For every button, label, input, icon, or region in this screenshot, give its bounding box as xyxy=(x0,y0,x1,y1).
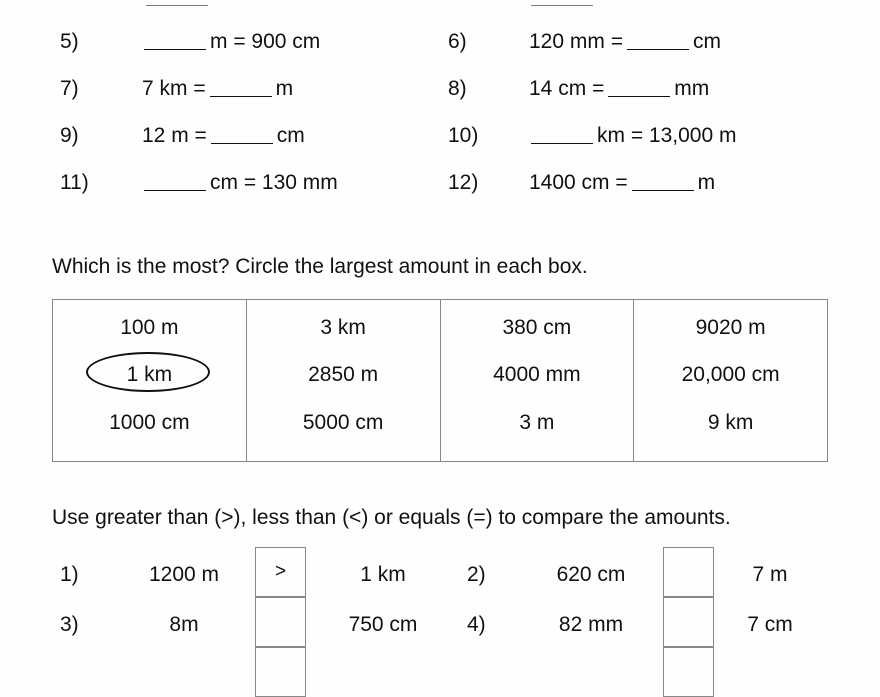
answer-blank[interactable] xyxy=(210,96,272,97)
amount-option[interactable]: 2850 m xyxy=(308,363,379,386)
answer-blank[interactable] xyxy=(142,0,212,10)
amount-option-circled[interactable]: 1 km xyxy=(53,347,246,395)
compare-right-value: 7 cm xyxy=(747,613,793,636)
compare-answer-box[interactable] xyxy=(663,547,714,597)
amount-option[interactable]: 20,000 cm xyxy=(681,363,780,386)
question-12 xyxy=(529,172,715,193)
amount-option[interactable]: 3 m xyxy=(519,411,555,434)
circle-mark xyxy=(86,352,210,392)
compare-right-value: 750 cm xyxy=(348,613,418,636)
question-unit: m xyxy=(697,171,716,194)
question-text: 7 km = xyxy=(142,77,206,100)
question-7 xyxy=(142,78,293,99)
question-unit: m xyxy=(275,77,294,100)
question-8 xyxy=(529,78,709,99)
question-text: 1400 cm = xyxy=(529,171,628,194)
most-box-1 xyxy=(53,300,247,462)
question-5 xyxy=(140,31,320,52)
question-11 xyxy=(140,172,338,193)
question-text: m = 900 cm xyxy=(210,30,321,53)
question-unit: cm xyxy=(692,30,721,53)
compare-answer-box[interactable] xyxy=(255,647,306,697)
compare-left-value: 8m xyxy=(169,613,199,636)
compare-answer-box[interactable] xyxy=(255,597,306,647)
question-text: 14 cm = xyxy=(529,77,605,100)
answer-blank[interactable] xyxy=(144,190,206,191)
question-number: 4) xyxy=(467,613,486,636)
question-number: 1) xyxy=(60,563,79,586)
question-text: 12 m = xyxy=(142,124,207,147)
amount-option[interactable]: 9 km xyxy=(707,411,754,434)
question-text: cm = 130 mm xyxy=(210,171,338,194)
answer-blank[interactable] xyxy=(627,49,689,50)
question-number: 10) xyxy=(448,124,479,147)
question-number: 8) xyxy=(448,77,467,100)
answer-blank[interactable] xyxy=(531,143,593,144)
question-9 xyxy=(142,125,305,146)
question-number: 5) xyxy=(60,30,79,53)
most-table xyxy=(52,299,828,462)
compare-answer-box[interactable]: > xyxy=(255,547,306,597)
answer-blank[interactable] xyxy=(608,96,670,97)
answer-blank[interactable] xyxy=(144,49,206,50)
question-text: 120 mm = xyxy=(529,30,623,53)
question-number: 7) xyxy=(60,77,79,100)
answer-blank[interactable] xyxy=(527,0,597,10)
question-10 xyxy=(527,125,736,146)
compare-left-value: 620 cm xyxy=(556,563,626,586)
question-number: 6) xyxy=(448,30,467,53)
amount-option[interactable]: 1000 cm xyxy=(109,411,190,434)
amount-option[interactable]: 3 km xyxy=(320,316,366,339)
answer-blank[interactable] xyxy=(211,143,273,144)
most-box-4 xyxy=(634,300,828,462)
compare-instruction: Use greater than (>), less than (<) or equals (=) to compare the amounts. xyxy=(52,506,731,529)
question-number: 3) xyxy=(60,613,79,636)
question-number: 9) xyxy=(60,124,79,147)
most-box-2 xyxy=(246,300,440,462)
compare-answer-box[interactable] xyxy=(663,647,714,697)
amount-option[interactable]: 380 cm xyxy=(502,316,572,339)
amount-option[interactable]: 4000 mm xyxy=(493,363,581,386)
question-text: km = 13,000 m xyxy=(597,124,737,147)
most-instruction: Which is the most? Circle the largest amount in each box. xyxy=(52,255,588,278)
compare-right-value: 7 m xyxy=(752,563,788,586)
amount-option[interactable]: 9020 m xyxy=(695,316,766,339)
question-number: 2) xyxy=(467,563,486,586)
most-box-3 xyxy=(440,300,634,462)
compare-left-value: 82 mm xyxy=(558,613,624,636)
compare-right-value: 1 km xyxy=(360,563,406,586)
compare-answer-box[interactable] xyxy=(663,597,714,647)
question-number: 12) xyxy=(448,171,479,194)
amount-option[interactable]: 5000 cm xyxy=(302,411,384,434)
question-6 xyxy=(529,31,721,52)
question-unit: cm xyxy=(276,124,305,147)
question-unit: mm xyxy=(674,77,710,100)
question-number: 11) xyxy=(60,171,89,194)
compare-left-value: 1200 m xyxy=(148,563,220,586)
amount-option[interactable]: 100 m xyxy=(120,316,179,339)
answer-blank[interactable] xyxy=(632,190,694,191)
